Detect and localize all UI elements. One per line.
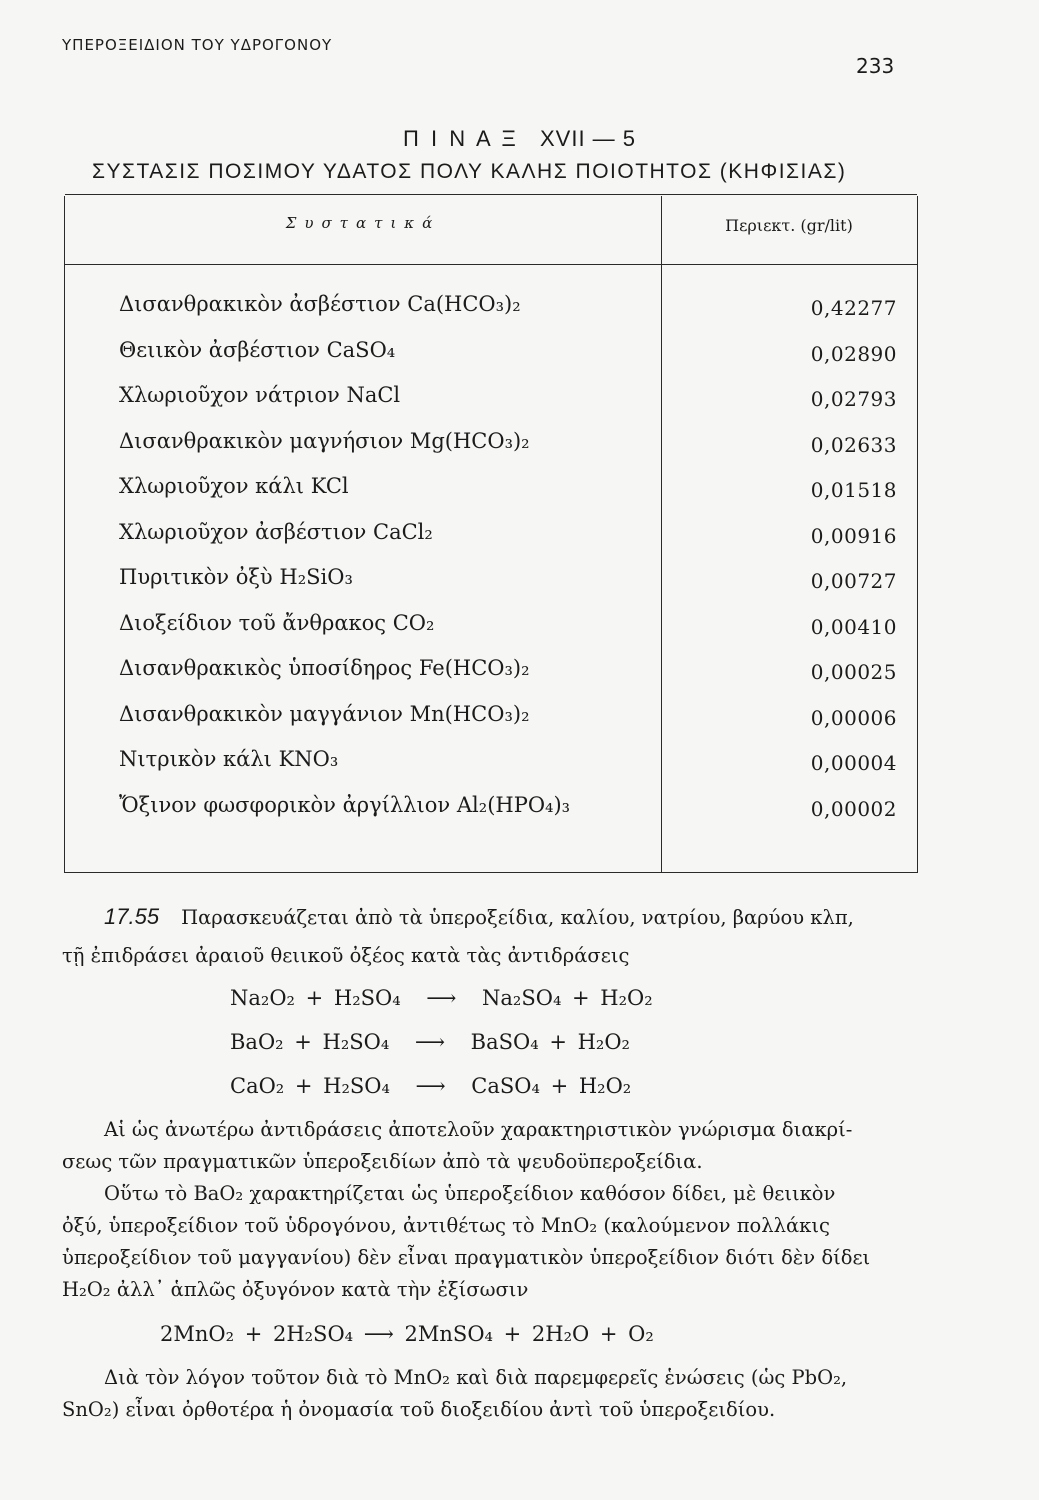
- table-row: [65, 474, 917, 520]
- table-row: [65, 338, 917, 384]
- value-cell: 0,00916: [810, 523, 897, 548]
- component-cell: Δισανθρακικὸν μαγνήσιον Mg(HCO₃)₂: [119, 428, 530, 453]
- component-cell: Χλωριοῦχον ἀσβέστιον CaCl₂: [119, 519, 433, 544]
- equation-3: CaO₂ + H₂SO₄ ⟶ CaSO₄ + H₂O₂: [230, 1074, 632, 1098]
- running-head: ΥΠΕΡΟΞΕΙΔΙΟΝ ΤΟΥ ΥΔΡΟΓΟΝΟΥ: [62, 36, 333, 54]
- component-cell: Νιτρικὸν κάλι KNO₃: [119, 747, 339, 771]
- section-intro-line2: τῇ ἐπιδράσει ἀραιοῦ θειικοῦ ὀξέος κατὰ τὰς ἀντιδράσεις: [62, 944, 630, 967]
- table-row: [65, 292, 917, 338]
- table-top-rule: [65, 194, 917, 195]
- table-row: [65, 383, 917, 429]
- section-number: 17.55: [104, 904, 160, 929]
- table-row: [65, 520, 917, 566]
- table-row: [65, 611, 917, 657]
- value-cell: 0,02793: [810, 387, 897, 411]
- table-row: [65, 565, 917, 611]
- para3-line1: Διὰ τὸν λόγον τοῦτον διὰ τὸ MnO₂ καὶ διὰ παρεμφερεῖς ἑνώσεις (ὡς PbO₂,: [104, 1366, 848, 1389]
- component-cell: Χλωριοῦχον νάτριον NaCl: [119, 383, 401, 407]
- value-cell: 0,00002: [810, 796, 897, 821]
- value-cell: 0,00727: [810, 569, 897, 593]
- table-rows: [65, 292, 917, 838]
- equation-4: 2MnO₂ + 2H₂SO₄ ⟶ 2MnSO₄ + 2H₂O + O₂: [160, 1322, 654, 1346]
- para3-line2: SnO₂) εἶναι ὀρθοτέρα ἡ ὀνομασία τοῦ διοξειδίου ἀντὶ τοῦ ὑπεροξειδίου.: [62, 1398, 776, 1421]
- table-row: [65, 747, 917, 793]
- table-row: [65, 429, 917, 475]
- value-cell: 0,00004: [810, 751, 897, 775]
- table-header-rule: [65, 264, 917, 265]
- component-cell: Χλωριοῦχον κάλι KCl: [119, 474, 349, 498]
- para2-line3: ὑπεροξείδιον τοῦ μαγγανίου) δὲν εἶναι πραγματικὸν ὑπεροξείδιον διότι δὲν δίδει: [62, 1246, 871, 1269]
- component-cell: Ὄξινον φωσφορικὸν ἀργίλλιον Al₂(HPO₄)₃: [119, 792, 571, 817]
- para1-line2: σεως τῶν πραγματικῶν ὑπεροξειδίων ἀπὸ τὰ ψευδοϋπεροξείδια.: [62, 1150, 703, 1173]
- table-row: [65, 702, 917, 748]
- para1-line1: Αἱ ὡς ἀνωτέρω ἀντιδράσεις ἀποτελοῦν χαρακτηριστικὸν γνώρισμα διακρί-: [104, 1118, 853, 1141]
- para2-line2: ὀξύ, ὑπεροξείδιον τοῦ ὑδρογόνου, ἀντιθέτως τὸ MnO₂ (καλούμενον πολλάκις: [62, 1214, 830, 1237]
- table-title: [0, 126, 1039, 152]
- value-cell: 0,02633: [810, 432, 897, 457]
- equation-2: BaO₂ + H₂SO₄ ⟶ BaSO₄ + H₂O₂: [230, 1030, 630, 1054]
- value-cell: 0,01518: [810, 478, 897, 502]
- component-cell: Θειικὸν ἀσβέστιον CaSO₄: [119, 337, 396, 362]
- para2-line4: H₂O₂ ἀλλ᾿ ἁπλῶς ὀξυγόνον κατὰ τὴν ἐξίσωσιν: [62, 1278, 529, 1301]
- composition-table: [64, 196, 918, 873]
- section-intro-line1: Παρασκευάζεται ἀπὸ τὰ ὑπεροξείδια, καλίου, νατρίου, βαρύου κλπ,: [181, 906, 854, 929]
- table-title-word: Π Ι Ν Α Ξ: [402, 126, 519, 151]
- component-cell: Δισανθρακικὸς ὑποσίδηρος Fe(HCO₃)₂: [119, 656, 530, 680]
- value-cell: 0,02890: [810, 341, 897, 366]
- page-number: 233: [856, 54, 895, 78]
- header-components: Συστατικά: [285, 214, 441, 232]
- header-content: Περιεκτ. (gr/lit): [725, 216, 853, 235]
- para2-line1: Οὕτω τὸ BaO₂ χαρακτηρίζεται ὡς ὑπεροξείδιον καθόσον δίδει, μὲ θειικὸν: [104, 1182, 836, 1205]
- table-row: [65, 656, 917, 702]
- value-cell: 0,00410: [810, 614, 897, 639]
- table-subtitle: ΣΥΣΤΑΣΙΣ ΠΟΣΙΜΟΥ ΥΔΑΤΟΣ ΠΟΛΥ ΚΑΛΗΣ ΠΟΙΟΤΗΤΟΣ (ΚΗΦΙΣΙΑΣ): [92, 160, 847, 183]
- table-title-number: XVII — 5: [539, 126, 637, 151]
- component-cell: Διοξείδιον τοῦ ἄνθρακος CO₂: [119, 610, 435, 635]
- table-row: [65, 793, 917, 839]
- component-cell: Δισανθρακικὸν ἀσβέστιον Ca(HCO₃)₂: [119, 292, 521, 316]
- value-cell: 0,42277: [810, 296, 897, 320]
- component-cell: Δισανθρακικὸν μαγγάνιον Mn(HCO₃)₂: [119, 701, 530, 726]
- component-cell: Πυριτικὸν ὀξὺ H₂SiO₃: [119, 565, 353, 589]
- equation-1: Na₂O₂ + H₂SO₄ ⟶ Na₂SO₄ + H₂O₂: [230, 986, 653, 1010]
- section-17-55: [104, 904, 924, 930]
- value-cell: 0,00006: [810, 705, 897, 730]
- value-cell: 0,00025: [810, 660, 897, 684]
